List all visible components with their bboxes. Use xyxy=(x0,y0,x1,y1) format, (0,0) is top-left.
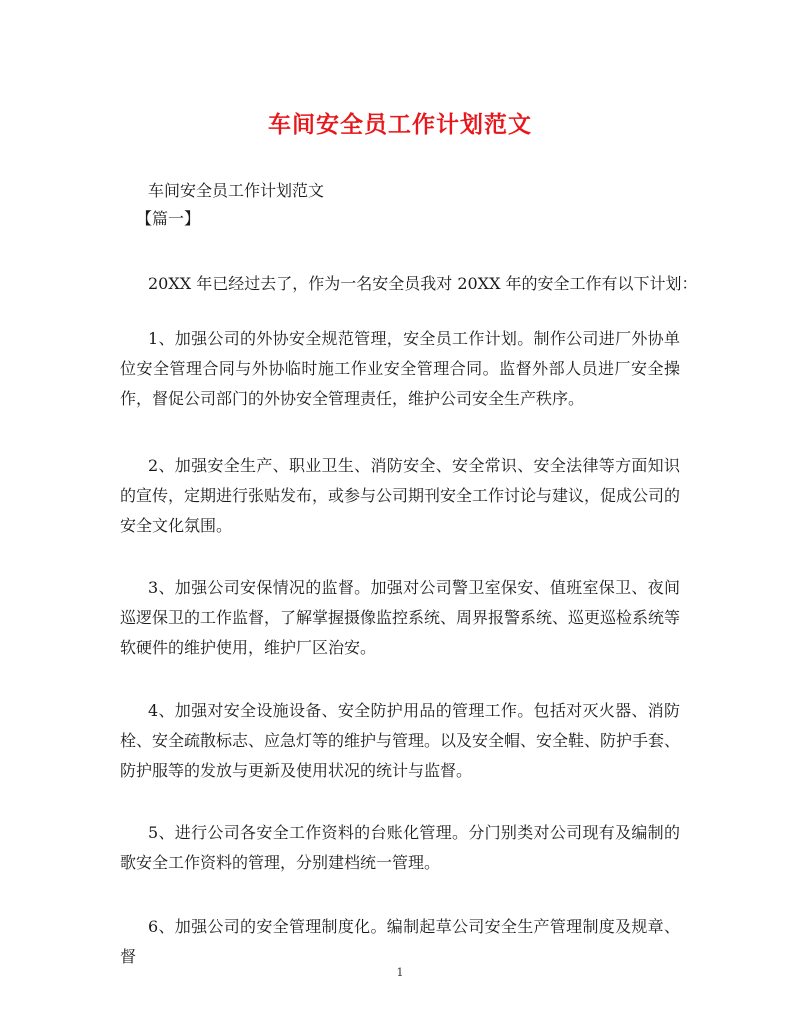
paragraph-1: 1、加强公司的外协安全规范管理，安全员工作计划。制作公司进厂外协单位安全管理合同与外协临时施工作业安全管理合同。监督外部人员进厂安全操作，督促公司部门的外协安全管理责任，维护公司安全生产秩序。 xyxy=(120,329,680,408)
paragraph-4: 4、加强对安全设施设备、安全防护用品的管理工作。包括对灭火器、消防栓、安全疏散标志、应急灯等的维护与管理。以及安全帽、安全鞋、防护手套、防护服等的发放与更新及使用状况的统计与监督。 xyxy=(120,701,681,780)
paragraph-3: 3、加强公司安保情况的监督。加强对公司警卫室保安、值班室保卫、夜间巡逻保卫的工作监督，了解掌握摄像监控系统、周界报警系统、巡更巡检系统等软硬件的维护使用，维护厂区治安。 xyxy=(120,578,681,657)
paragraph-6: 6、加强公司的安全管理制度化。编制起草公司安全生产管理制度及规章、督 xyxy=(120,917,680,966)
page-number: 1 xyxy=(396,966,404,979)
paragraph-5: 5、进行公司各安全工作资料的台账化管理。分门别类对公司现有及编制的歌安全工作资料的管理，分别建档统一管理。 xyxy=(120,823,680,872)
paragraph-2: 2、加强安全生产、职业卫生、消防安全、安全常识、安全法律等方面知识的宣传，定期进行张贴发布，或参与公司期刊安全工作讨论与建议，促成公司的安全文化氛围。 xyxy=(120,456,681,535)
document-subtitle: 车间安全员工作计划范文 xyxy=(148,181,325,200)
part-label: 【篇一】 xyxy=(136,209,201,228)
intro-paragraph: 20XX 年已经过去了，作为一名安全员我对 20XX 年的安全工作有以下计划： xyxy=(148,274,698,293)
document-title: 车间安全员工作计划范文 xyxy=(268,111,532,138)
